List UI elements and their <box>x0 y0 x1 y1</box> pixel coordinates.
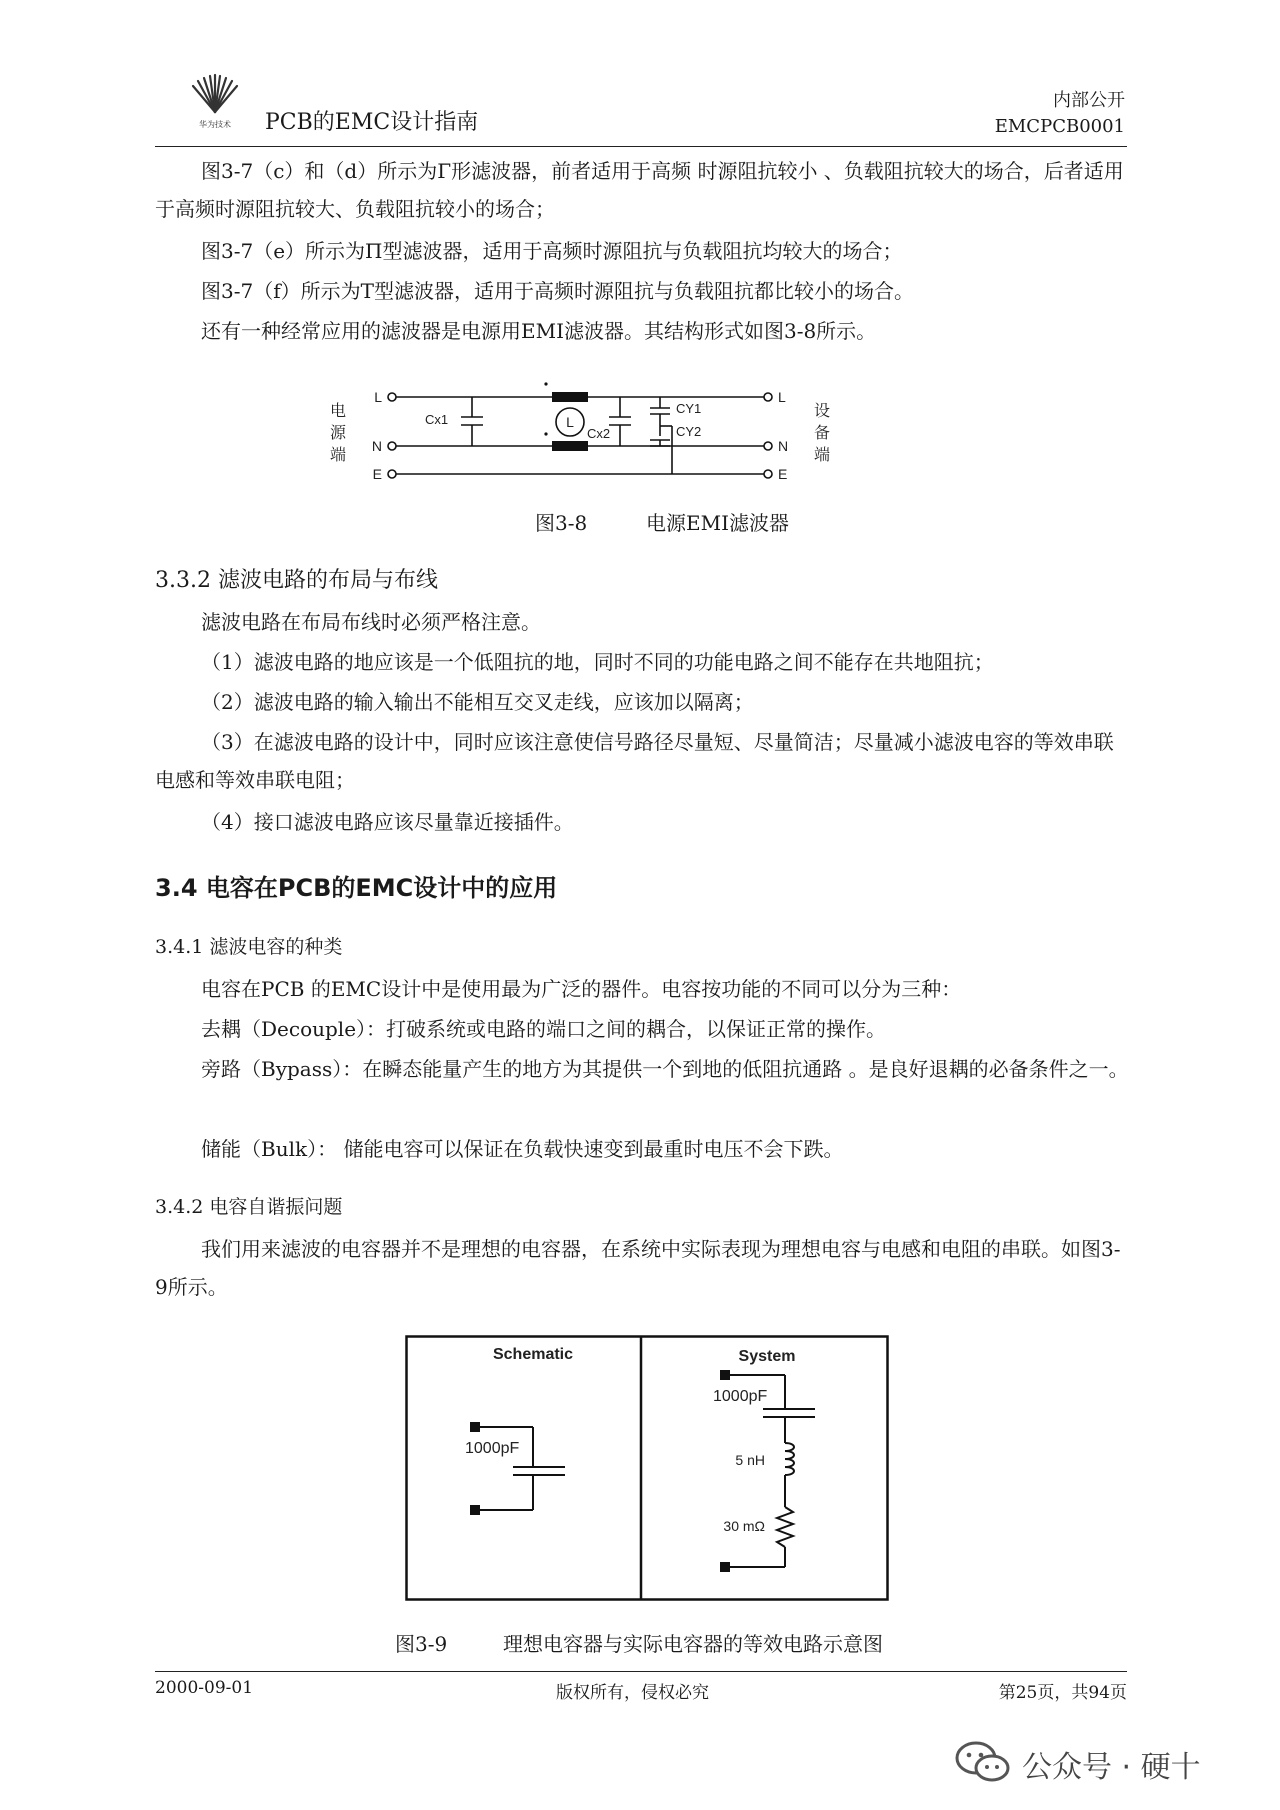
terminal-n-left: N <box>371 438 382 454</box>
paragraph: 去耦（Decouple）：打破系统或电路的端口之间的耦合，以保证正常的操作。 <box>201 1017 887 1041</box>
svg-text:设: 设 <box>814 403 831 420</box>
list-item: （4）接口滤波电路应该尽量靠近接插件。 <box>201 810 574 834</box>
paragraph: 电容在PCB 的EMC设计中是使用最为广泛的器件。电容按功能的不同可以分为三种： <box>201 977 962 1001</box>
footer-rights: 版权所有，侵权必究 <box>556 1683 709 1703</box>
svg-text:源: 源 <box>330 425 347 442</box>
resistance-label: 30 mΩ <box>723 1518 765 1534</box>
cy1-label: CY1 <box>676 401 702 416</box>
header-title: PCB的EMC设计指南 <box>265 110 479 135</box>
footer-date: 2000-09-01 <box>155 1678 254 1698</box>
terminal-n-right: N <box>778 438 789 454</box>
cx1-label: Cx1 <box>425 412 449 427</box>
inductance-label: 5 nH <box>735 1452 765 1468</box>
section-heading-3-4-1: 3.4.1 滤波电容的种类 <box>155 936 343 958</box>
header-classification: 内部公开 <box>1053 90 1125 111</box>
list-item: （1）滤波电路的地应该是一个低阻抗的地，同时不同的功能电路之间不能存在共地阻抗； <box>201 650 994 674</box>
section-heading-3-4: 3.4 电容在PCB的EMC设计中的应用 <box>155 874 558 902</box>
choke-label: L <box>566 414 574 430</box>
terminal-l-right: L <box>778 389 786 405</box>
system-title: System <box>738 1348 796 1365</box>
figure-3-8-number: 图3-8 <box>535 511 588 535</box>
paragraph: 图3-7（f）所示为T型滤波器，适用于高频时源阻抗与负载阻抗都比较小的场合。 <box>201 279 914 303</box>
list-item: （3）在滤波电路的设计中，同时应该注意使信号路径尽量短、尽量简洁；尽量减小滤波电容的等效串联电感和等效串联电阻； <box>155 730 1114 792</box>
header-doc-code: EMCPCB0001 <box>994 116 1125 137</box>
section-heading-3-3-2: 3.3.2 滤波电路的布局与布线 <box>155 568 438 593</box>
footer-rule <box>155 1671 1127 1672</box>
cx2-label: Cx2 <box>587 426 611 441</box>
figure-3-8 <box>320 380 840 490</box>
section-heading-3-4-2: 3.4.2 电容自谐振问题 <box>155 1196 343 1218</box>
schematic-title: Schematic <box>492 1346 574 1363</box>
power-side-label <box>330 402 347 464</box>
terminal-l-left: L <box>374 389 382 405</box>
terminal-e-right: E <box>778 466 788 482</box>
terminal-e-left: E <box>372 466 382 482</box>
emi-filter-diagram <box>320 380 840 490</box>
figure-3-8-caption: 电源EMI滤波器 <box>646 511 789 535</box>
figure-3-9-number: 图3-9 <box>395 1632 448 1656</box>
svg-text:电: 电 <box>330 403 347 420</box>
paragraph: 储能（Bulk）： 储能电容可以保证在负载快速变到最重时电压不会下跌。 <box>201 1137 844 1161</box>
capacitor-equivalent-diagram <box>405 1335 889 1601</box>
svg-text:端: 端 <box>814 447 831 464</box>
logo-text: 华为技术 <box>199 120 231 129</box>
paragraph: 滤波电路在布局布线时必须严格注意。 <box>201 610 541 634</box>
figure-3-9 <box>405 1335 889 1601</box>
footer-page-number: 第25页，共94页 <box>998 1683 1127 1703</box>
wechat-icon <box>955 1740 1011 1784</box>
paragraph: 我们用来滤波的电容器并不是理想的电容器，在系统中实际表现为理想电容与电感和电阻的串联。如图3-9所示。 <box>155 1237 1121 1299</box>
logo-fan-icon <box>185 72 245 132</box>
paragraph: 还有一种经常应用的滤波器是电源用EMI滤波器。其结构形式如图3-8所示。 <box>201 319 877 343</box>
cap-left-label: 1000pF <box>465 1440 520 1457</box>
figure-3-9-caption: 理想电容器与实际电容器的等效电路示意图 <box>503 1632 883 1656</box>
device-side-label <box>814 402 830 464</box>
svg-text:端: 端 <box>330 447 347 464</box>
cap-right-label: 1000pF <box>713 1388 768 1405</box>
svg-text:备: 备 <box>814 425 831 442</box>
paragraph: 图3-7（e）所示为Π型滤波器，适用于高频时源阻抗与负载阻抗均较大的场合； <box>201 239 903 263</box>
paragraph: 旁路（Bypass）：在瞬态能量产生的地方为其提供一个到地的低阻抗通路 。是良好退耦的必备条件之一。 <box>201 1057 1129 1081</box>
watermark-text: 公众号 · 硬十 <box>1022 1750 1201 1785</box>
paragraph: 图3-7（c）和（d）所示为Γ形滤波器，前者适用于高频 时源阻抗较小 、负载阻抗较大的场合，后者适用于高频时源阻抗较大、负载阻抗较小的场合； <box>155 159 1124 221</box>
company-logo <box>185 72 245 132</box>
header-rule <box>155 146 1127 147</box>
cy2-label: CY2 <box>676 424 702 439</box>
list-item: （2）滤波电路的输入输出不能相互交叉走线，应该加以隔离； <box>201 690 754 714</box>
